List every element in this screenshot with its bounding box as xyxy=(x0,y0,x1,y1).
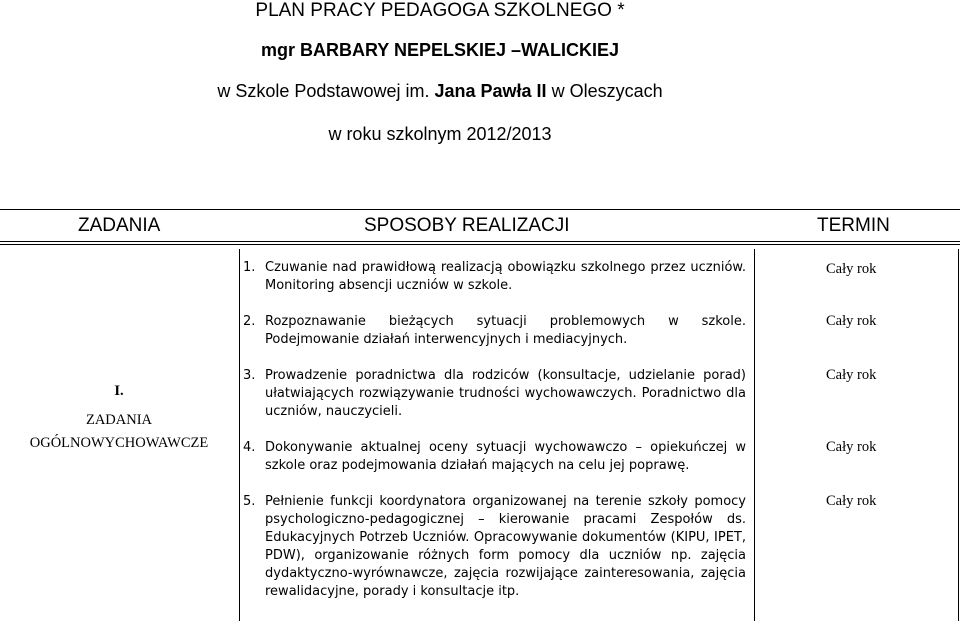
item-number: 5. xyxy=(243,494,256,509)
right-column-border xyxy=(754,249,755,621)
item-number: 1. xyxy=(243,260,256,275)
item-term: Cały rok xyxy=(826,493,877,509)
list-item xyxy=(243,493,746,601)
item-text: Pełnienie funkcji koordynatora organizowanej na terenie szkoły pomocy psychologiczno-pedagogicznej – kierowanie pracami Zespołów ds. Edukacyjnych Potrzeb Uczniów. Opracowywanie dokumentów (KIPU, IPET, PDW), organizowanie różnych form pomocy dla uczniów np. zajęcia dydaktyczno-wyrównawcze, zajęcia rozwijające zainteresowania, zajęcia rewalidacyjne, porady i konsultacje itp. xyxy=(265,494,746,599)
item-number: 3. xyxy=(243,368,256,383)
item-term: Cały rok xyxy=(826,367,877,383)
section-number: I. xyxy=(114,383,124,399)
item-number: 4. xyxy=(243,440,256,455)
table-top-border xyxy=(0,209,960,210)
item-term: Cały rok xyxy=(826,439,877,455)
item-term: Cały rok xyxy=(826,313,877,329)
item-text: Prowadzenie poradnictwa dla rodziców (konsultacje, udzielanie porad) ułatwiających rozwiązywanie trudności wychowawczych. Poradnictwo dla uczniów, nauczycieli. xyxy=(265,368,746,419)
item-term: Cały rok xyxy=(826,261,877,277)
school-name-prefix: w Szkole Podstawowej im. xyxy=(217,81,430,101)
list-item xyxy=(243,313,746,349)
school-name-suffix: w Oleszycach xyxy=(551,81,663,101)
column-header-sposoby: SPOSOBY REALIZACJI xyxy=(364,215,570,236)
list-item xyxy=(243,439,746,475)
column-header-zadania: ZADANIA xyxy=(78,215,161,236)
school-patron: Jana Pawła II xyxy=(434,81,547,101)
header-bottom-border xyxy=(0,241,960,242)
list-item xyxy=(243,367,746,421)
item-text: Czuwanie nad prawidłową realizacją obowiązku szkolnego przez uczniów. Monitoring absencji uczniów w szkole. xyxy=(265,260,746,293)
school-year: w roku szkolnym 2012/2013 xyxy=(328,124,552,144)
section-label xyxy=(0,380,238,455)
separator-line xyxy=(0,244,960,245)
item-text: Rozpoznawanie bieżących sytuacji problemowych w szkole. Podejmowanie działań interwencyjnych i mediacyjnych. xyxy=(265,314,746,347)
column-header-termin: TERMIN xyxy=(817,215,890,236)
author-name: mgr BARBARY NEPELSKIEJ –WALICKIEJ xyxy=(260,40,620,60)
item-number: 2. xyxy=(243,314,256,329)
section-title-line2: OGÓLNOWYCHOWAWCZE xyxy=(29,435,209,451)
list-item xyxy=(243,259,746,295)
item-text: Dokonywanie aktualnej oceny sytuacji wychowawczo – opiekuńczej w szkole oraz podejmowania działań mających na celu jej poprawę. xyxy=(265,440,746,473)
table-right-border xyxy=(958,249,959,621)
left-column-border xyxy=(239,249,240,621)
document-title: PLAN PRACY PEDAGOGA SZKOLNEGO * xyxy=(255,0,625,21)
section-title-line1: ZADANIA xyxy=(85,412,153,428)
school-name xyxy=(0,81,920,102)
